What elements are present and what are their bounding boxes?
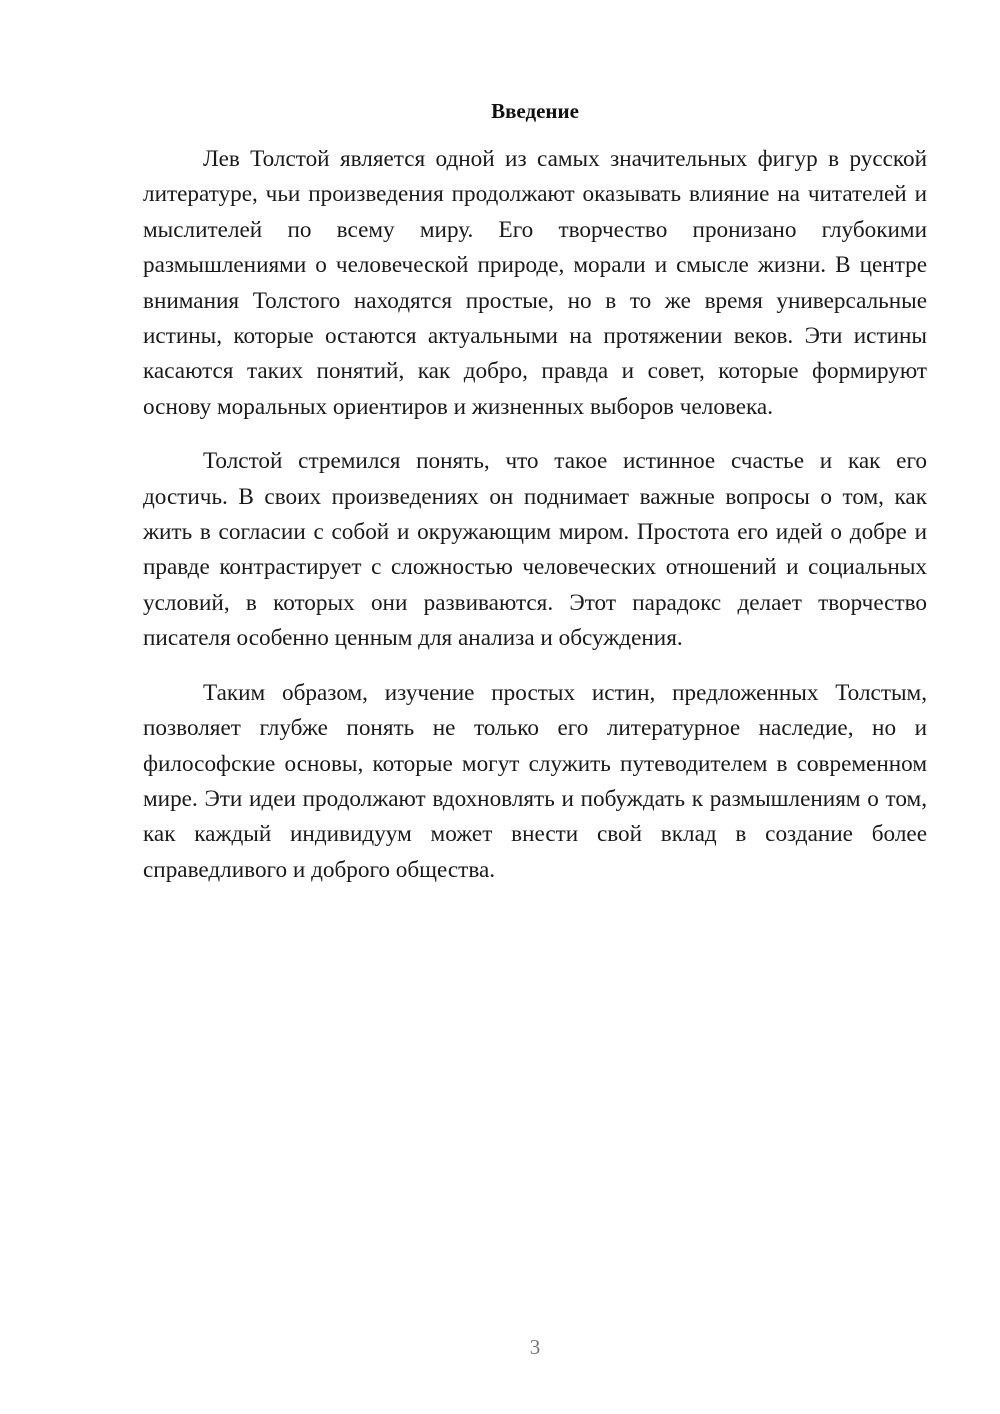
body-text (143, 142, 927, 888)
paragraph-3: Таким образом, изучение простых истин, предложенных Толстым, позволяет глубже понять не только его литературное наследие, но и философские основы, которые могут служить путеводителем в современном мире. Эти идеи продолжают вдохновлять и побуждать к размышлениям о том, как каждый индивидуум может внести свой вклад в создание более справедливого и доброго общества. (143, 679, 927, 883)
paragraph-1: Лев Толстой является одной из самых значительных фигур в русской литературе, чьи произведения продолжают оказывать влияние на читателей и мыслителей по всему миру. Его творчество пронизано глубокими размышлениями о человеческой природе, морали и смысле жизни. В центре внимания Толстого находятся простые, но в то же время универсальные истины, которые остаются актуальными на протяжении веков. Эти истины касаются таких понятий, как добро, правда и совет, которые формируют основу моральных ориентиров и жизненных выборов человека. (143, 146, 927, 420)
page-number: 3 (529, 1335, 541, 1359)
paragraph-2: Толстой стремился понять, что такое истинное счастье и как его достичь. В своих произведениях он поднимает важные вопросы о том, как жить в согласии с собой и окружающим миром. Простота его идей о добре и правде контрастирует с сложностью человеческих отношений и социальных условий, в которых они развиваются. Этот парадокс делает творчество писателя особенно ценным для анализа и обсуждения. (143, 448, 927, 652)
section-heading: Введение (491, 99, 579, 123)
